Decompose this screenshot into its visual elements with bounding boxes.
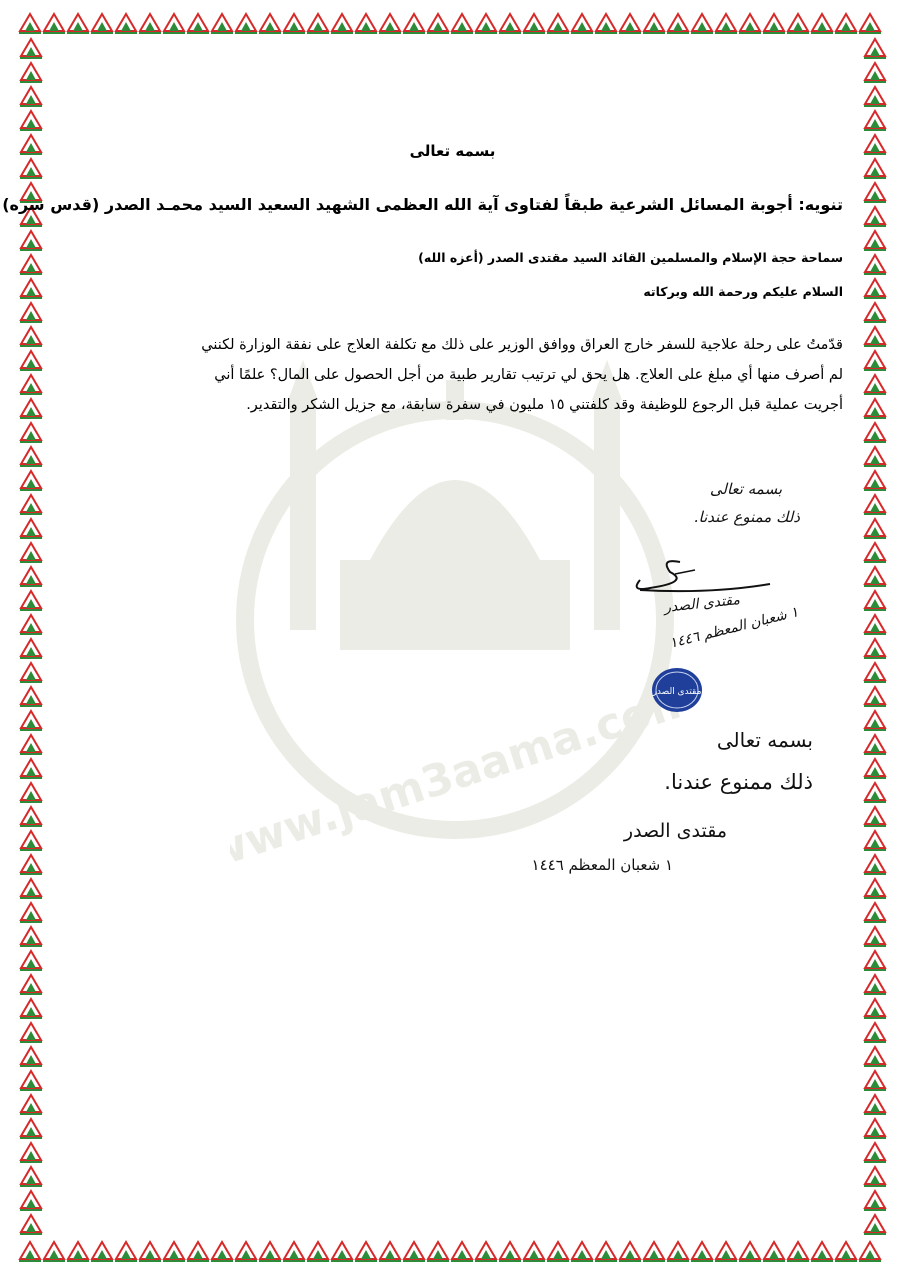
addressee-line: سماحة حجة الإسلام والمسلمين القائد السيد مقتدى الصدر (أعزه الله) [418,250,843,265]
border-motif [499,14,521,34]
border-motif [859,1242,881,1262]
border-motif [20,375,42,395]
border-motif [20,1191,42,1211]
border-motif [20,759,42,779]
border-motif [20,63,42,83]
ornamental-border-right [862,36,888,1238]
question-paragraph [63,330,843,420]
border-motif [43,1242,65,1262]
border-motif [864,447,886,467]
border-motif [864,1215,886,1235]
border-motif [67,1242,89,1262]
border-motif [499,1242,521,1262]
border-motif [523,14,545,34]
border-motif [864,855,886,875]
watermark-url: www.jam3aama.com [230,673,680,880]
border-motif [163,1242,185,1262]
border-motif [20,231,42,251]
border-motif [667,14,689,34]
border-motif [864,567,886,587]
border-motif [259,14,281,34]
border-motif [211,14,233,34]
border-motif [20,831,42,851]
border-motif [20,927,42,947]
border-motif [475,1242,497,1262]
border-motif [787,14,809,34]
border-motif [139,1242,161,1262]
border-motif [864,807,886,827]
border-motif [331,1242,353,1262]
border-motif [691,14,713,34]
border-motif [355,1242,377,1262]
border-motif [451,14,473,34]
border-motif [20,87,42,107]
border-motif [115,1242,137,1262]
border-motif [20,687,42,707]
border-motif [20,471,42,491]
border-motif [864,255,886,275]
border-motif [864,615,886,635]
border-motif [283,14,305,34]
border-motif [20,663,42,683]
question-line: لم أصرف منها أي مبلغ على العلاج. هل يحق لي ترتيب تقارير طبية من أجل الحصول على المال؟ علمًا أني [214,367,843,383]
border-motif [235,1242,257,1262]
fatwa-notice: تنويه: أجوبة المسائل الشرعية طبقاً لفتاوى آية الله العظمى الشهيد السعيد السيد محمـد الصدر (قدس سره) [2,195,843,214]
ornamental-border-top [18,10,888,36]
border-motif [20,639,42,659]
border-motif [20,543,42,563]
border-motif [667,1242,689,1262]
border-motif [20,999,42,1019]
border-motif [547,1242,569,1262]
border-motif [523,1242,545,1262]
reply-basmala: بسمه تعالى [716,728,813,752]
border-motif [307,1242,329,1262]
border-motif [403,1242,425,1262]
border-motif [619,14,641,34]
border-motif [20,1071,42,1091]
border-motif [20,1215,42,1235]
border-motif [20,447,42,467]
border-motif [379,1242,401,1262]
border-motif [20,1023,42,1043]
border-motif [763,1242,785,1262]
border-motif [427,1242,449,1262]
border-motif [864,231,886,251]
border-motif [864,975,886,995]
border-motif [864,759,886,779]
border-motif [20,1095,42,1115]
border-motif [20,303,42,323]
page-heading: بسمه تعالى [409,142,496,160]
border-motif [451,1242,473,1262]
border-motif [864,63,886,83]
border-motif [20,1047,42,1067]
border-motif [864,903,886,923]
ornamental-border-bottom [18,1238,888,1264]
border-motif [20,327,42,347]
border-motif [864,471,886,491]
border-motif [187,14,209,34]
border-motif [20,1143,42,1163]
question-line: قدّمتُ على رحلة علاجية للسفر خارج العراق ووافق الوزير على ذلك مع تكلفة العلاج على نفقة الوزارة لكنني [201,337,843,353]
border-motif [835,14,857,34]
border-motif [864,39,886,59]
border-motif [864,1167,886,1187]
border-motif [787,1242,809,1262]
border-motif [403,14,425,34]
border-motif [20,279,42,299]
border-motif [864,879,886,899]
border-motif [864,951,886,971]
border-motif [864,783,886,803]
border-motif [67,14,89,34]
border-motif [715,1242,737,1262]
border-motif [864,495,886,515]
border-motif [20,495,42,515]
border-motif [20,951,42,971]
border-motif [547,14,569,34]
border-motif [619,1242,641,1262]
border-motif [20,519,42,539]
border-motif [864,1047,886,1067]
border-motif [20,711,42,731]
handwritten-signature-name: مقتدى الصدر [663,592,741,616]
handwritten-date: ١ شعبان المعظم ١٤٤٦ [667,604,800,652]
border-motif [20,159,42,179]
border-motif [20,567,42,587]
border-motif [864,87,886,107]
border-motif [283,1242,305,1262]
ornamental-border-left [18,36,44,1238]
border-motif [235,14,257,34]
border-motif [864,927,886,947]
border-motif [20,399,42,419]
handwritten-basmala: بسمه تعالى [709,480,782,498]
border-motif [864,159,886,179]
border-motif [571,14,593,34]
border-motif [864,183,886,203]
border-motif [595,14,617,34]
border-motif [864,543,886,563]
border-motif [864,999,886,1019]
border-motif [864,1071,886,1091]
border-motif [864,375,886,395]
border-motif [20,903,42,923]
border-motif [139,14,161,34]
border-motif [864,351,886,371]
border-motif [864,591,886,611]
border-motif [864,327,886,347]
border-motif [835,1242,857,1262]
border-motif [20,735,42,755]
handwritten-answer: ذلك ممنوع عندنا. [693,508,800,526]
border-motif [739,14,761,34]
border-motif [864,519,886,539]
border-motif [20,879,42,899]
border-motif [643,14,665,34]
border-motif [864,207,886,227]
border-motif [643,1242,665,1262]
greeting-line: السلام عليكم ورحمة الله وبركاته [643,284,843,299]
border-motif [19,1242,41,1262]
border-motif [379,14,401,34]
border-motif [20,255,42,275]
border-motif [864,711,886,731]
border-motif [864,1119,886,1139]
border-motif [20,111,42,131]
border-motif [20,855,42,875]
border-motif [259,1242,281,1262]
border-motif [20,1167,42,1187]
border-motif [20,351,42,371]
border-motif [864,1023,886,1043]
border-motif [91,14,113,34]
border-motif [715,14,737,34]
border-motif [19,14,41,34]
border-motif [20,783,42,803]
border-motif [20,423,42,443]
border-motif [864,423,886,443]
border-motif [20,975,42,995]
border-motif [427,14,449,34]
border-motif [864,1143,886,1163]
blue-seal-stamp [650,666,704,714]
border-motif [20,39,42,59]
border-motif [864,399,886,419]
border-motif [211,1242,233,1262]
border-motif [864,663,886,683]
border-motif [864,279,886,299]
border-motif [475,14,497,34]
border-motif [20,615,42,635]
border-motif [331,14,353,34]
border-motif [864,687,886,707]
border-motif [811,14,833,34]
border-motif [864,1191,886,1211]
reply-name: مقتدى الصدر [623,820,727,842]
border-motif [811,1242,833,1262]
border-motif [864,1095,886,1115]
border-motif [43,14,65,34]
border-motif [355,14,377,34]
border-motif [864,111,886,131]
border-motif [571,1242,593,1262]
question-line: أجريت عملية قبل الرجوع للوظيفة وقد كلفتني ١٥ مليون في سفرة سابقة، مع جزيل الشكر والتقدير. [246,397,843,413]
border-motif [739,1242,761,1262]
border-motif [91,1242,113,1262]
reply-date: ١ شعبان المعظم ١٤٤٦ [531,856,673,874]
border-motif [307,14,329,34]
border-motif [763,14,785,34]
signature-flourish [620,550,780,600]
border-motif [859,14,881,34]
border-motif [163,14,185,34]
border-motif [20,591,42,611]
border-motif [20,1119,42,1139]
border-motif [864,303,886,323]
border-motif [691,1242,713,1262]
reply-answer: ذلك ممنوع عندنا. [664,770,813,794]
border-motif [595,1242,617,1262]
border-motif [864,831,886,851]
border-motif [864,735,886,755]
border-motif [864,639,886,659]
border-motif [20,807,42,827]
border-motif [115,14,137,34]
seal-text: مقتدى الصدر [652,687,702,697]
border-motif [187,1242,209,1262]
